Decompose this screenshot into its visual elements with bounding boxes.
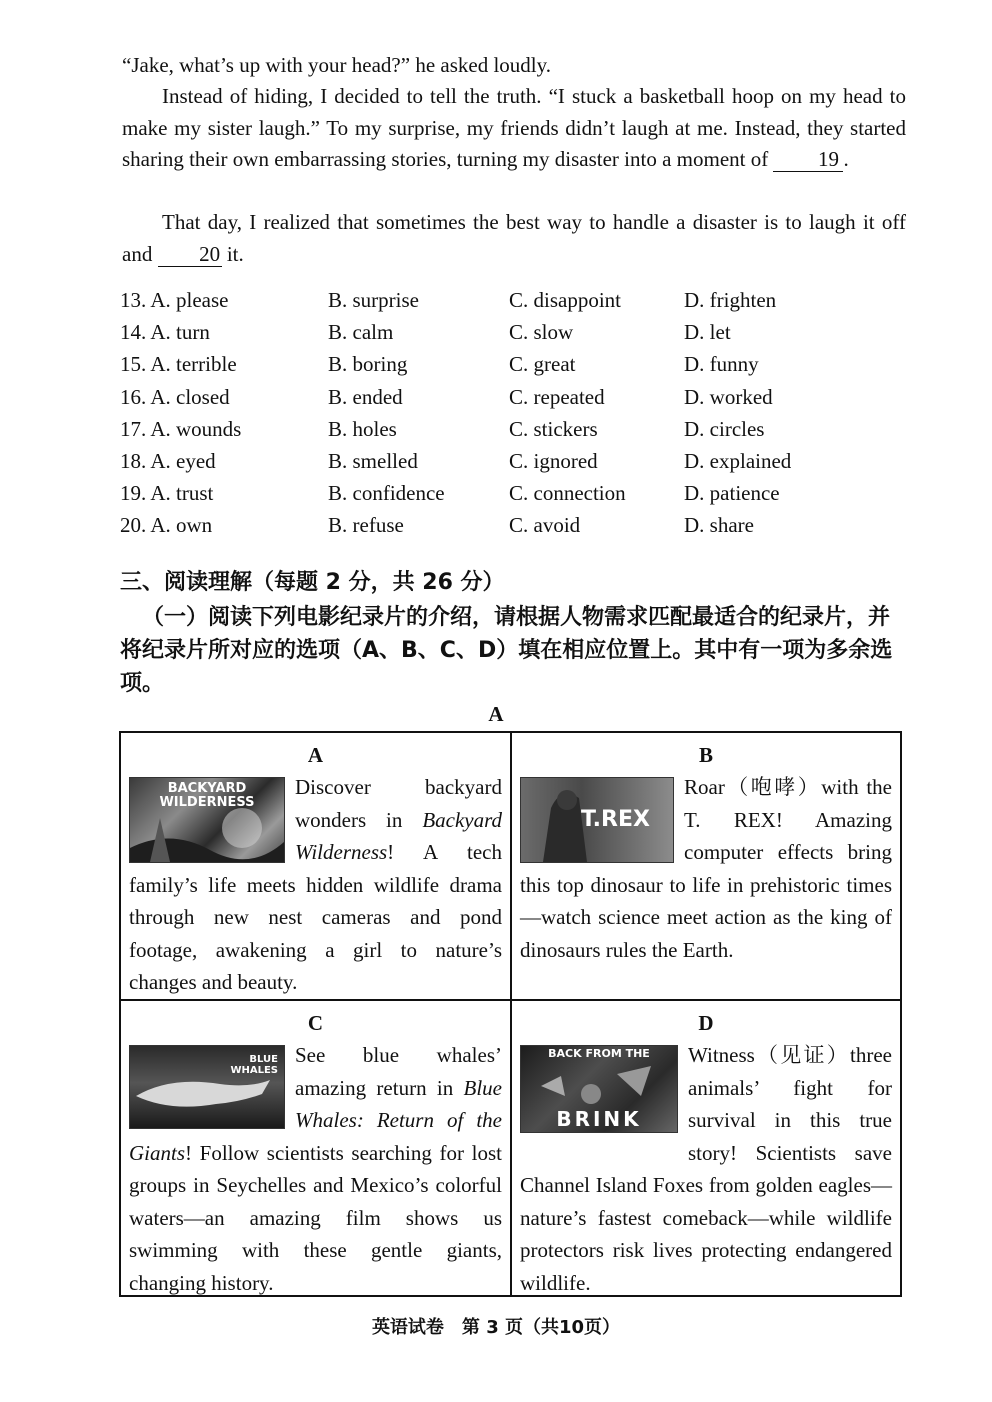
option-a: 13. A. please [120, 288, 229, 312]
option-c: C. avoid [509, 513, 581, 538]
cell-letter: C [307, 1011, 324, 1035]
poster-title: BLUE WHALES [230, 1054, 278, 1076]
option-row [120, 385, 900, 417]
option-row [120, 288, 900, 320]
passage-paragraph [122, 207, 906, 270]
cell-letter: B [698, 743, 713, 767]
description-text: Discover backyard wonders in [295, 775, 502, 832]
option-c: C. ignored [509, 448, 598, 473]
option-d: D. circles [684, 416, 765, 441]
section-instruction: （一）阅读下列电影纪录片的介绍，请根据人物需求匹配最适合的纪录片，并将纪录片所对应的选项（A、B、C、D）填在相应位置上。其中有一项为多余选项。 [120, 605, 893, 696]
documentary-cell-a [121, 733, 512, 1001]
option-a: 18. A. eyed [120, 448, 216, 473]
option-b: B. boring [328, 352, 408, 377]
documentary-cell-d [512, 1001, 900, 1295]
documentary-table [119, 731, 902, 1297]
option-b: B. confidence [328, 481, 445, 506]
option-row [120, 481, 900, 513]
option-a: 15. A. terrible [120, 352, 237, 377]
passage-text: . [843, 147, 849, 171]
passage-text: it. [226, 241, 244, 266]
passage-text: That day, I realized that sometimes the best way to handle a disaster is to laugh it off and [122, 210, 906, 266]
option-b: B. calm [328, 320, 394, 345]
poster-image [129, 1045, 285, 1129]
section-heading: 三、阅读理解（每题 2 分，共 26 分） [120, 570, 505, 595]
option-c: C. slow [509, 320, 574, 345]
poster-title: T.REX [581, 807, 650, 832]
cell-letter: A [307, 743, 324, 767]
option-c: C. repeated [509, 384, 605, 409]
poster-title-bottom: BRINK [556, 1107, 642, 1131]
option-b: B. ended [328, 384, 403, 409]
blank-20: 20 [158, 242, 222, 267]
poster-title-top: BACK FROM THE [548, 1047, 650, 1060]
option-a: 14. A. turn [120, 320, 210, 345]
option-c: C. great [509, 352, 576, 377]
passage-text: Instead of hiding, I decided to tell the truth. “I stuck a basketball hoop on my head to make my sister laugh.” To my surprise, my friends didn’t laugh at me. Instead, they started sharing their own embarrassing stories, turning my disaster into a moment of [122, 84, 906, 171]
documentary-cell-b [512, 733, 900, 1001]
poster-image [129, 777, 285, 863]
option-row [120, 320, 900, 352]
option-b: B. refuse [328, 513, 404, 538]
passage-paragraph [122, 81, 906, 176]
option-b: B. surprise [328, 288, 419, 312]
option-d: D. let [684, 320, 731, 345]
option-row [120, 352, 900, 384]
option-d: D. funny [684, 352, 759, 377]
page-footer: 英语试卷 第 3 页（共10页） [371, 1317, 621, 1338]
passage-line: “Jake, what’s up with your head?” he asked loudly. [122, 53, 552, 77]
option-d: D. worked [684, 384, 773, 409]
description-text: ! A tech family’s life meets hidden wildlife drama through new nest cameras and pond footage, awakening a girl to nature’s changes and beauty. [129, 840, 502, 994]
option-c: C. connection [509, 481, 626, 506]
poster-image [520, 1045, 678, 1133]
blank-19: 19 [773, 147, 843, 172]
option-row [120, 449, 900, 481]
option-a: 17. A. wounds [120, 416, 242, 441]
cell-letter: D [698, 1011, 714, 1035]
option-d: D. explained [684, 448, 792, 473]
options-list [120, 288, 900, 546]
poster-title: BACKYARD WILDERNESS [159, 781, 255, 810]
description-text: See blue whales’ amazing return in [295, 1043, 502, 1100]
description-text: ! Follow scientists searching for lost groups in Seychelles and Mexico’s colorful waters—an amazing film shows us swimming with these gentle giants, changing history. [129, 1140, 502, 1295]
option-c: C. disappoint [509, 288, 622, 312]
option-c: C. stickers [509, 416, 598, 441]
poster-image [520, 777, 674, 863]
option-row [120, 513, 900, 545]
option-row [120, 417, 900, 449]
description-text: Witness（见证）three animals’ fight for survival in this true story! Scientists save Channel Island Foxes from golden eagles—nature’s fastest comeback—while wildlife protectors risk lives protecting endangered wildlife. [520, 1043, 892, 1295]
documentary-cell-c [121, 1001, 512, 1295]
film-title: Backyard Wilderness [295, 807, 502, 864]
option-b: B. holes [328, 416, 397, 441]
table-label: A [488, 702, 504, 726]
option-a: 19. A. trust [120, 481, 214, 506]
option-a: 20. A. own [120, 513, 213, 538]
option-b: B. smelled [328, 448, 418, 473]
description-text: Roar（咆哮）with the T. REX! Amazing computer effects bring this top dinosaur to life in prehistoric times—watch science meet action as the king of dinosaurs rules the Earth. [520, 775, 892, 962]
option-a: 16. A. closed [120, 384, 230, 409]
film-title: Blue Whales: Return of the Giants [129, 1075, 502, 1165]
option-d: D. frighten [684, 288, 777, 312]
option-d: D. patience [684, 481, 780, 506]
option-d: D. share [684, 513, 754, 538]
